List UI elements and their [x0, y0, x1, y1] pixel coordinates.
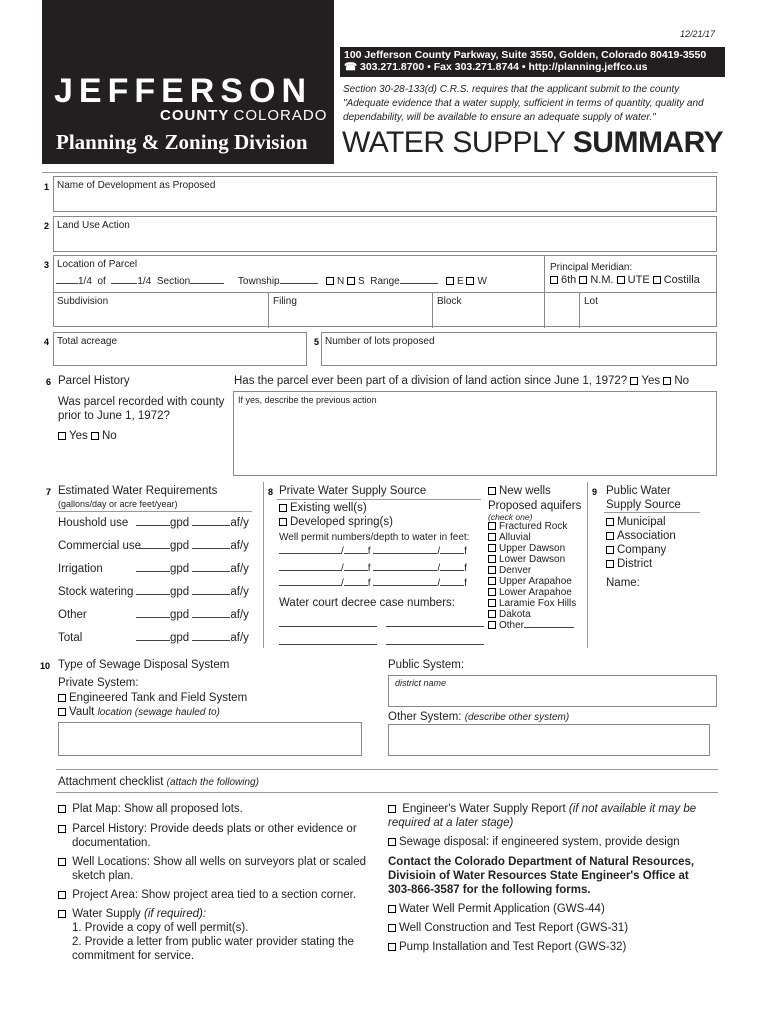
divider [587, 482, 588, 648]
divider [263, 482, 264, 648]
form-text: 2 [44, 221, 50, 231]
form-text: Alluvial [499, 532, 531, 543]
form-text: W [477, 276, 487, 287]
form-text: Name: [606, 577, 640, 589]
form-text: Subdivision [57, 296, 109, 307]
form-text: gpd [170, 632, 190, 644]
form-text: gpd [170, 609, 190, 621]
form-text: New wells [499, 485, 551, 497]
form-text[interactable] [388, 803, 696, 815]
water-req-title: Estimated Water Requirements [58, 485, 218, 497]
blank-line [111, 283, 137, 284]
form-text: Developed spring(s) [290, 516, 393, 528]
blank-line [136, 571, 170, 572]
form-text: af/y [230, 632, 249, 644]
checkbox [488, 610, 496, 618]
blank-line [400, 283, 438, 284]
form-text: Section [156, 276, 191, 287]
checkbox [488, 577, 496, 585]
form-text: Irrigation [58, 563, 103, 575]
form-text [488, 620, 574, 631]
checkbox [488, 544, 496, 552]
checkbox [606, 532, 614, 540]
form-text: district name [395, 678, 447, 688]
form-text [488, 587, 572, 598]
form-text: Upper Arapahoe [499, 576, 572, 587]
form-text[interactable] [58, 856, 366, 868]
checkbox [58, 805, 66, 813]
checkbox [488, 522, 496, 530]
checkbox [488, 621, 496, 629]
form-text: Pump Installation and Test Report (GWS-32) [399, 941, 627, 953]
form-text: documentation. [72, 837, 151, 849]
form-text[interactable] [136, 517, 249, 529]
form-text: gpd [170, 540, 190, 552]
logo-county: COUNTY [160, 107, 230, 124]
form-text [606, 516, 666, 528]
form-text: f [367, 563, 371, 574]
meridian-options[interactable] [550, 274, 700, 286]
vault-location-field[interactable] [58, 722, 362, 756]
form-text: Well permit numbers/depth to water in feet: [279, 532, 470, 543]
form-text: Plat Map: Show all proposed lots. [72, 803, 243, 815]
checkbox [388, 838, 396, 846]
form-text: WATER SUPPLY [342, 126, 573, 159]
form-text [488, 576, 572, 587]
blank-line [136, 617, 170, 618]
form-text: S [357, 276, 365, 287]
blank-line [192, 548, 230, 549]
form-text: f [464, 578, 467, 589]
logo-name: JEFFERSON [54, 72, 313, 110]
blank-line [136, 525, 170, 526]
form-text: SUMMARY [572, 126, 724, 159]
checkbox [663, 377, 671, 385]
form-text [160, 107, 327, 124]
form-text: gpd [170, 586, 190, 598]
form-text: UTE [627, 274, 650, 286]
form-text: Upper Dawson [499, 543, 566, 554]
form-text: of [97, 276, 106, 287]
form-text: Other System: [388, 711, 462, 723]
form-text[interactable] [136, 540, 249, 552]
blank-line [440, 570, 464, 571]
form-text[interactable] [279, 516, 393, 528]
blank-line [136, 640, 170, 641]
divider [56, 769, 718, 770]
form-text: af/y [230, 540, 249, 552]
phone-line: ☎ 303.271.8700 • Fax 303.271.8744 • http://planning.jeffco.us [344, 61, 648, 73]
blank-line [56, 283, 78, 284]
well-permit-row[interactable]: / f / f [279, 546, 467, 557]
form-text: location (sewage hauled to) [97, 707, 220, 718]
blank-line [440, 553, 464, 554]
public-water-title: Public Water [606, 485, 671, 497]
form-text: Total [58, 632, 83, 644]
checkbox [388, 943, 396, 951]
form-text: Number of lots proposed [325, 336, 435, 347]
location-line[interactable] [56, 276, 487, 287]
form-text: Yes [69, 430, 88, 442]
district-name-field[interactable] [388, 675, 717, 707]
form-text[interactable] [136, 586, 249, 598]
checkbox [58, 891, 66, 899]
checkbox [466, 277, 474, 285]
logo [42, 0, 334, 164]
checkbox [347, 277, 355, 285]
form-text: Public System: [388, 659, 465, 671]
form-text[interactable] [388, 941, 626, 953]
form-text: Lower Dawson [499, 554, 566, 565]
blank-line [136, 594, 170, 595]
checkbox [488, 487, 496, 495]
blank-line [279, 553, 341, 554]
form-text [488, 609, 531, 620]
statute-text: Section 30-28-133(d) C.R.S. requires that the applicant submit to the county "Adequate evidence that a water supply, sufficient in terms of quantity, quality and dependability, will be available to ensure an adequate supply of water." [343, 84, 704, 123]
form-text: Laramie Fox Hills [499, 598, 577, 609]
checkbox [446, 277, 454, 285]
form-text: Location of Parcel [57, 259, 138, 270]
form-text: Yes [641, 375, 661, 387]
form-text: 1/4 [137, 276, 152, 287]
form-text: Other [58, 609, 87, 621]
form-text[interactable] [388, 922, 628, 934]
form-text: N.M. [590, 274, 614, 286]
private-water-title: Private Water Supply Source [279, 485, 427, 497]
checkbox [58, 432, 66, 440]
form-text: Block [437, 296, 462, 307]
form-text: Well Locations: Show all wells on surveyors plat or scaled [72, 856, 367, 868]
section-number: 1 [44, 182, 50, 192]
form-text: af/y [230, 563, 249, 575]
form-text [488, 543, 565, 554]
checkbox [388, 905, 396, 913]
form-text: prior to June 1, 1972? [58, 410, 170, 422]
checkbox [58, 708, 66, 716]
checkbox [58, 825, 66, 833]
parcel-location [53, 255, 717, 327]
form-text: No [674, 375, 690, 387]
form-text: Municipal [617, 516, 666, 528]
divider [604, 512, 700, 513]
form-text: 2. Provide a letter from public water provider stating the [72, 936, 354, 948]
form-text: 1/4 [78, 276, 92, 287]
form-text: Engineer's Water Supply Report [402, 803, 566, 815]
blank-line [279, 570, 341, 571]
development-name-field[interactable] [53, 176, 717, 212]
form-text[interactable] [136, 609, 249, 621]
checkbox [279, 518, 287, 526]
form-text: Contact the Colorado Department of Natural Resources, [388, 856, 695, 868]
checkbox [388, 924, 396, 932]
form-text: Dakota [499, 609, 531, 620]
blank-line [344, 585, 368, 586]
form-text: f [464, 563, 467, 574]
checkbox [488, 599, 496, 607]
form-text [606, 558, 652, 570]
form-text[interactable] [388, 903, 605, 915]
well-permit-row[interactable]: / f / f [279, 563, 467, 574]
form-text: gpd [170, 517, 190, 529]
checkbox [579, 276, 587, 284]
checkbox [550, 276, 558, 284]
form-text: Was parcel recorded with county [58, 396, 225, 408]
logo-colorado: COLORADO [233, 107, 328, 124]
form-text: f [464, 546, 467, 557]
form-text: Houshold use [58, 517, 129, 529]
form-text: Township [237, 276, 280, 287]
form-text: sketch plan. [72, 870, 134, 882]
blank-line [279, 644, 377, 645]
form-text: Lower Arapahoe [499, 587, 572, 598]
form-text: Commercial use [58, 540, 142, 552]
address: 100 Jefferson County Parkway, Suite 3550, Golden, Colorado 80419-3550 [344, 49, 707, 61]
form-text: Project Area: Show project area tied to a section corner. [72, 889, 357, 901]
checkbox [279, 504, 287, 512]
divider [54, 292, 716, 293]
form-text: Lot [584, 296, 598, 307]
form-text: 9 [592, 487, 598, 497]
logo-division: Planning & Zoning Division [56, 130, 308, 154]
blank-line [440, 585, 464, 586]
form-text: E [457, 276, 464, 287]
form-text: (gallons/day or acre feet/year) [58, 499, 178, 509]
divider [277, 499, 481, 500]
form-text: 6th [561, 274, 577, 286]
form-text: Principal Meridian: [550, 262, 633, 273]
checkbox [488, 588, 496, 596]
form-text: 3 [44, 260, 50, 270]
form-text [606, 544, 666, 556]
form-text: 7 [46, 487, 52, 497]
form-text: gpd [170, 563, 190, 575]
form-text: 10 [40, 661, 51, 671]
form-text [606, 530, 676, 542]
form-text[interactable] [136, 563, 249, 575]
blank-line [192, 571, 230, 572]
attachment-title [58, 776, 259, 788]
form-text: Water court decree case numbers: [279, 597, 455, 609]
checkbox [388, 805, 396, 813]
previous-action-field[interactable] [233, 391, 717, 476]
form-text [488, 521, 567, 532]
form-text: Engineered Tank and Field System [69, 692, 248, 704]
form-text[interactable] [279, 632, 484, 650]
checkbox [617, 276, 625, 284]
form-text: f [367, 546, 371, 557]
form-text: District [617, 558, 653, 570]
form-text: required at a later stage) [388, 817, 514, 829]
form-text[interactable] [58, 803, 243, 815]
form-text: 303-866-3587 for the following forms. [388, 884, 591, 896]
checkbox [606, 546, 614, 554]
form-text: Denver [499, 565, 532, 576]
form-text [388, 711, 569, 723]
form-text: (if required): [144, 908, 207, 920]
form-text[interactable] [58, 706, 220, 718]
form-text: 1. Provide a copy of well permit(s). [72, 922, 249, 934]
checkbox [606, 560, 614, 568]
blank-line [192, 640, 230, 641]
form-text: af/y [230, 517, 249, 529]
form-text[interactable] [136, 632, 249, 644]
form-text: Range [370, 276, 400, 287]
total-acreage-field[interactable] [53, 332, 307, 366]
form-text [488, 554, 565, 565]
checkbox [630, 377, 638, 385]
blank-line [192, 525, 230, 526]
form-text: (describe other system) [464, 712, 570, 723]
form-text: No [101, 430, 117, 442]
form-text: commitment for service. [72, 950, 195, 962]
form-text: Name of Development as Proposed [57, 180, 216, 191]
divider [42, 172, 718, 173]
checkbox [488, 566, 496, 574]
form-text: 4 [44, 337, 50, 347]
form-text: 8 [268, 487, 274, 497]
checkbox [488, 533, 496, 541]
form-text: Divisioin of Water Resources State Engineer's Office at [388, 870, 689, 882]
blank-line [344, 570, 368, 571]
form-text: Attachment checklist [58, 776, 164, 788]
blank-line [373, 570, 437, 571]
blank-line [524, 627, 574, 628]
divider [268, 292, 269, 328]
blank-line [279, 585, 341, 586]
blank-line [280, 283, 318, 284]
divider [579, 292, 580, 328]
form-text: Private System: [58, 677, 139, 689]
form-text: Parcel History: Provide deeds plats or other evidence or [72, 823, 357, 835]
form-text: Stock watering [58, 586, 134, 598]
form-text[interactable] [58, 889, 356, 901]
checkbox [58, 858, 66, 866]
form-text: 5 [314, 337, 320, 347]
form-text: Supply Source [606, 499, 681, 511]
divider [56, 511, 252, 512]
other-system-field[interactable] [388, 724, 710, 756]
form-text: Fractured Rock [499, 521, 568, 532]
divider [56, 792, 718, 793]
contact-bar [340, 47, 725, 77]
checkbox [326, 277, 334, 285]
form-text: Filing [273, 296, 297, 307]
blank-line [279, 626, 377, 627]
checkbox [58, 910, 66, 918]
blank-line [192, 594, 230, 595]
blank-line [373, 585, 437, 586]
page-title [342, 126, 723, 160]
form-text: Land Use Action [57, 220, 130, 231]
form-text[interactable] [58, 823, 357, 835]
sewage-title: Type of Sewage Disposal System [58, 659, 230, 671]
form-text: (if not available it may be [568, 803, 697, 815]
form-text[interactable] [279, 502, 367, 514]
recorded-options[interactable] [58, 430, 117, 442]
blank-line [386, 644, 484, 645]
form-text: 6 [46, 377, 52, 387]
form-text: Existing well(s) [290, 502, 367, 514]
checkbox [488, 555, 496, 563]
form-text: Other [499, 620, 525, 631]
form-text [488, 565, 531, 576]
blank-line [190, 283, 224, 284]
checkbox [58, 694, 66, 702]
form-text: If yes, describe the previous action [238, 395, 377, 405]
lots-proposed-field[interactable] [321, 332, 717, 366]
parcel-history-title: Parcel History [58, 375, 130, 387]
well-permit-row[interactable]: / f / f [279, 578, 467, 589]
form-text: f [367, 578, 371, 589]
division-question[interactable] [234, 375, 689, 387]
form-text[interactable] [488, 485, 551, 497]
checkbox [91, 432, 99, 440]
form-text: Well Construction and Test Report (GWS-31) [399, 922, 629, 934]
form-text: af/y [230, 586, 249, 598]
form-text: Water Well Permit Application (GWS-44) [399, 903, 605, 915]
form-text: Costilla [663, 274, 700, 286]
form-text: Sewage disposal: if engineered system, provide design [399, 836, 680, 848]
form-text [488, 532, 531, 543]
date: 12/21/17 [680, 29, 716, 39]
divider [432, 292, 433, 328]
form-text: Vault [69, 706, 95, 718]
decree-lines[interactable] [279, 614, 484, 632]
form-text: Association [617, 530, 676, 542]
form-text: Total acreage [57, 336, 118, 347]
form-text [488, 598, 576, 609]
form-text: N [336, 276, 345, 287]
form-text: Company [617, 544, 667, 556]
form-text[interactable] [58, 908, 206, 920]
land-use-field[interactable] [53, 216, 717, 252]
form-text[interactable] [58, 692, 247, 704]
form-text: Water Supply [72, 908, 141, 920]
form-text: (check one) [488, 512, 533, 522]
form-text: (attach the following) [166, 777, 259, 788]
blank-line [344, 553, 368, 554]
blank-line [373, 553, 437, 554]
blank-line [136, 548, 170, 549]
checkbox [606, 518, 614, 526]
blank-line [192, 617, 230, 618]
checkbox [653, 276, 661, 284]
form-text: af/y [230, 609, 249, 621]
form-text[interactable] [388, 836, 680, 848]
form-text: Has the parcel ever been part of a division of land action since June 1, 1972? [234, 375, 628, 387]
form-text: Proposed aquifers [488, 500, 582, 512]
blank-line [386, 626, 484, 627]
